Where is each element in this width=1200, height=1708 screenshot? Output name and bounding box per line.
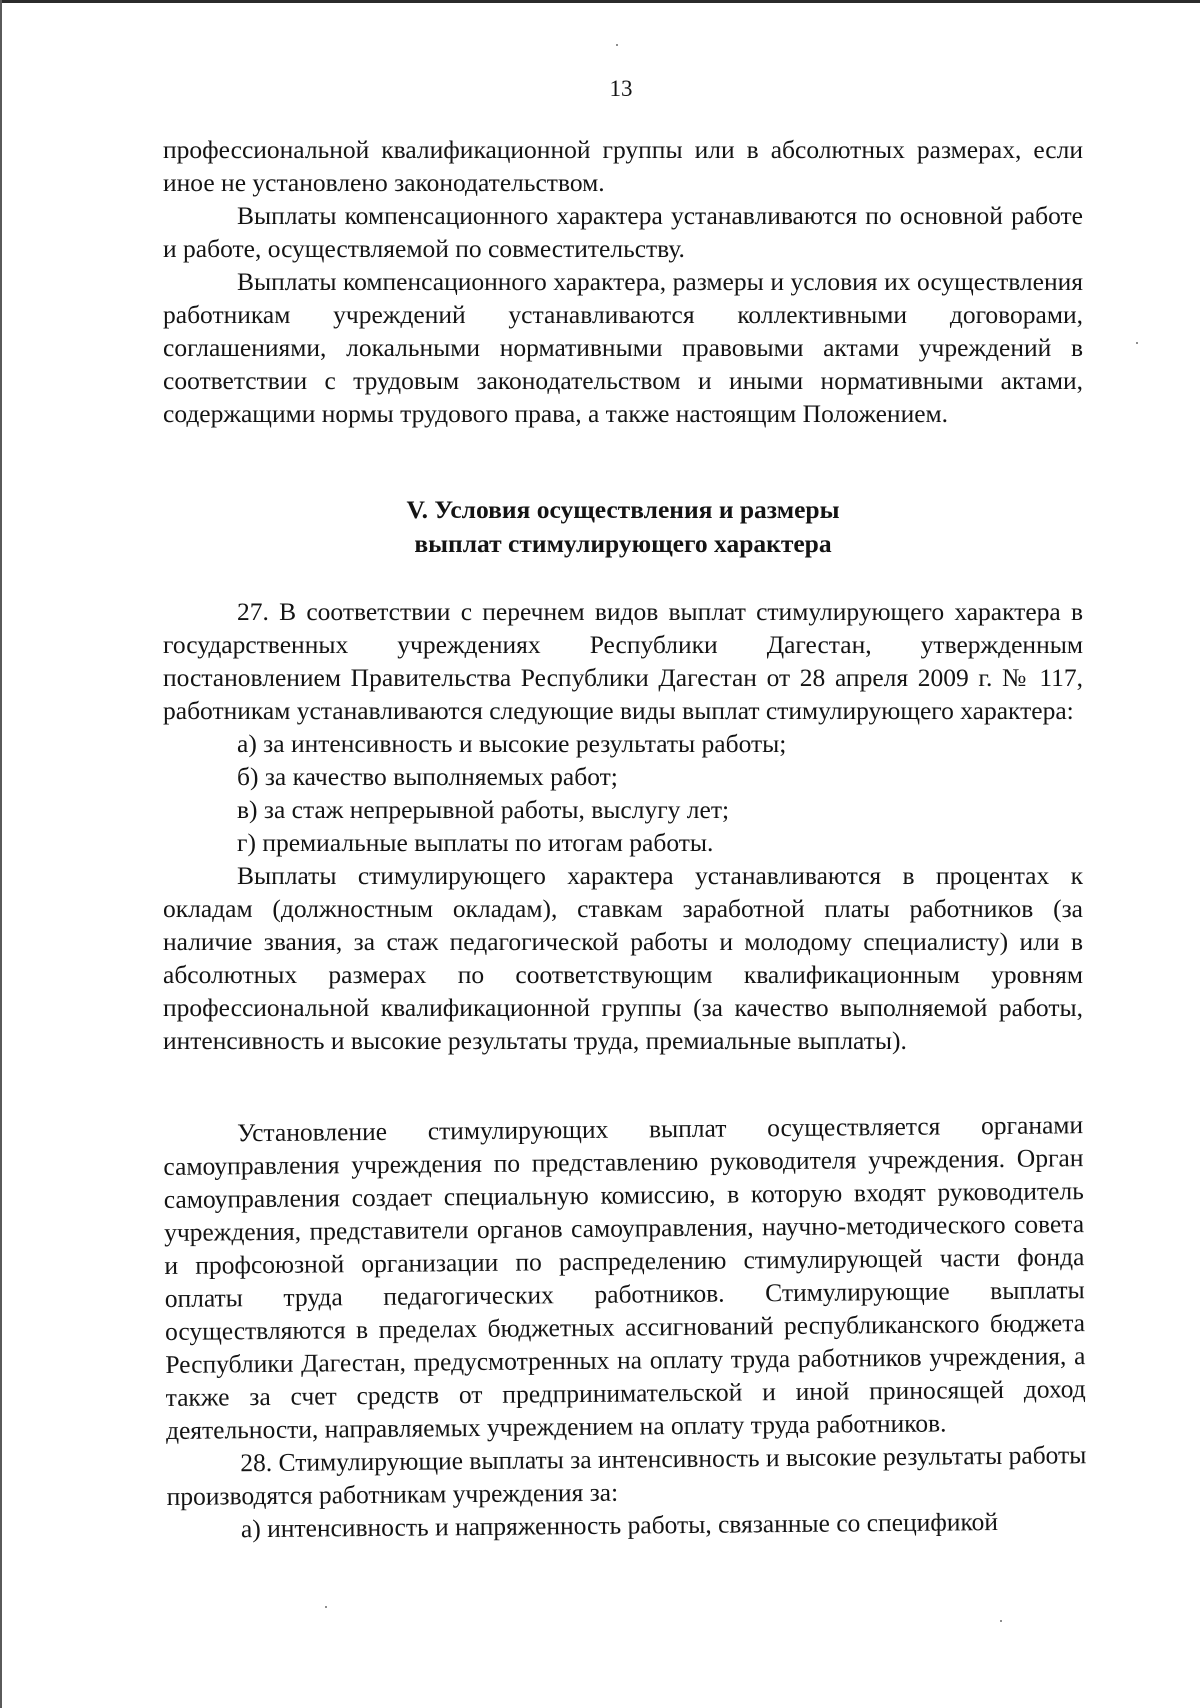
paragraph-continuation: профессиональной квалификационной группы или в абсолютных размерах, если иное не установлено законодательством. <box>163 135 1083 197</box>
clause-28-item-a: а) интенсивность и напряженность работы, связанные со спецификой <box>240 1507 999 1544</box>
scan-speck <box>325 1606 327 1608</box>
clause-27-item-v: в) за стаж непрерывной работы, выслугу лет; <box>237 795 730 824</box>
section-heading-line-2: выплат стимулирующего характера <box>414 529 832 558</box>
scan-speck <box>1000 1620 1002 1622</box>
scan-speck <box>1136 342 1138 344</box>
section-heading <box>163 493 1083 561</box>
page-number: 13 <box>609 76 633 101</box>
clause-27-item-a: а) за интенсивность и высокие результаты работы; <box>237 729 787 758</box>
text-block-top <box>163 133 1083 430</box>
clause-27-item-g: г) премиальные выплаты по итогам работы. <box>237 828 714 857</box>
paragraph-percent: Выплаты стимулирующего характера устанавливаются в процентах к окладам (должностным окладам), ставкам заработной платы работников (за наличие звания, за стаж педагогической работы и молодому специалисту) или в абсолютных размерах по соответствующим квалификационным уровням профессиональной квалификационной группы (за качество выполняемой работы, интенсивность и высокие результаты труда, премиальные выплаты). <box>163 861 1083 1055</box>
text-block-clause-27 <box>163 595 1083 1057</box>
paragraph-compensation-basis: Выплаты компенсационного характера устанавливаются по основной работе и работе, осуществляемой по совместительству. <box>163 201 1083 263</box>
paragraph-establishment: Установление стимулирующих выплат осуществляется органами самоуправления учреждения по представлению руководителя учреждения. Орган самоуправления создает специальную комиссию, в которую входят руководитель учреждения, представители органов самоуправления, научно-методического совета и профсоюзной организации по распределению стимулирующей части фонда оплаты труда педагогических работников. Стимулирующие выплаты осуществляются в пределах бюджетных ассигнований республиканского бюджета Республики Дагестан, предусмотренных на оплату труда работников учреждения, а также за счет средств от предпринимательской и иной приносящей доход деятельности, направляемых учреждением на оплату труда работников. <box>163 1110 1086 1445</box>
clause-27-item-b: б) за качество выполняемых работ; <box>237 762 618 791</box>
text-block-bottom <box>163 1108 1087 1546</box>
clause-28-intro: 28. Стимулирующие выплаты за интенсивность и высокие результаты работы производятся работникам учреждения за: <box>166 1440 1087 1511</box>
paragraph-compensation-conditions: Выплаты компенсационного характера, размеры и условия их осуществления работникам учреждений устанавливаются коллективными договорами, соглашениями, локальными нормативными правовыми актами учреждений в соответствии с трудовым законодательством и иными нормативными актами, содержащими нормы трудового права, а также настоящим Положением. <box>163 267 1083 428</box>
scan-edge-top <box>0 0 1200 3</box>
clause-27-intro: 27. В соответствии с перечнем видов выплат стимулирующего характера в государственных учреждениях Республики Дагестан, утвержденным постановлением Правительства Республики Дагестан от 28 апреля 2009 г. № 117, работникам устанавливаются следующие виды выплат стимулирующего характера: <box>163 597 1083 725</box>
scan-edge-left <box>0 0 2 1708</box>
section-heading-line-1: V. Условия осуществления и размеры <box>406 495 840 524</box>
scan-speck <box>616 44 618 46</box>
